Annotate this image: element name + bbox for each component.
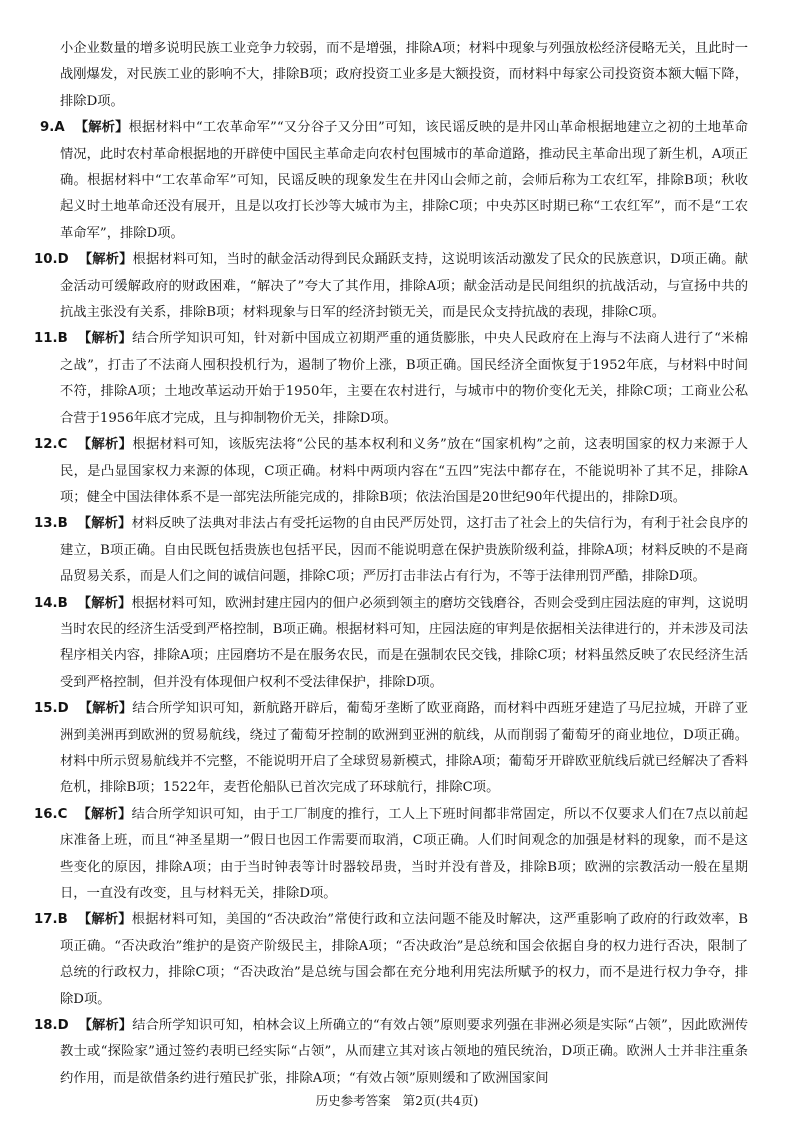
answer-item: [34, 511, 749, 590]
question-number: 10.: [34, 252, 58, 268]
analysis-tag: 【解析】: [77, 437, 133, 453]
analysis-text: 结合所学知识可知，柏林会议上所确立的“有效占领”原则要求列强在非洲必须是实际“占领”，因此欧洲传教士或“探险家”通过签约表明已经实际“占领”，从而建立其对该占领地的殖民统治，D项正确。欧洲人士并非注重条约作用，而是欲借条约进行殖民扩张，排除A项；“有效占领”原则缓和了欧洲国家间: [60, 1018, 748, 1086]
answer-item: [34, 247, 748, 326]
answer-letter: D: [57, 252, 69, 268]
question-number: 15.: [34, 701, 58, 717]
answer-item: [34, 802, 749, 908]
analysis-tag: 【解析】: [78, 701, 133, 717]
question-number: 17.: [34, 912, 58, 928]
analysis-tag: 【解析】: [77, 595, 132, 611]
question-number: 14.: [34, 595, 58, 611]
analysis-text: 根据材料中“工农革命军”“又分谷子又分田”可知，该民谣反映的是井冈山革命根据地建立之初的土地革命情况，此时农村革命根据地的开辟使中国民主革命走向农村包围城市的革命道路，推动民主革命出现了新生机，A项正确。根据材料中“工农革命军”可知，民谣反映的现象发生在井冈山会师之前，会师后称为工农红军，排除B项；秋收起义时土地革命还没有展开，且是以攻打长沙等大城市为主，排除C项；中央苏区时期已称“工农红军”，而不是“工农革命军”，排除D项。: [60, 120, 748, 241]
footer-page-number: 第2页(共4页): [402, 1093, 479, 1108]
question-number: 13.: [34, 516, 58, 532]
answer-letter: B: [57, 331, 68, 347]
answer-letter: B: [57, 595, 68, 611]
question-number: 12.: [34, 437, 58, 453]
analysis-tag: 【解析】: [77, 516, 132, 532]
answer-letter: D: [57, 701, 69, 717]
footer-subject: 历史参考答案: [315, 1093, 391, 1108]
analysis-text: 结合所学知识可知，新航路开辟后，葡萄牙垄断了欧亚商路，而材料中西班牙建造了马尼拉城，开辟了亚洲到美洲再到欧洲的贸易航线，绕过了葡萄牙控制的欧洲到亚洲的航线，从而削弱了葡萄牙的商业地位，D项正确。材料中所示贸易航线并不完整，不能说明开启了全球贸易新模式，排除A项；葡萄牙开辟欧亚航线后就已经解决了香料危机，排除B项；1522年，麦哲伦船队已首次完成了环球航行，排除C项。: [60, 701, 749, 796]
analysis-tag: 【解析】: [74, 120, 129, 136]
analysis-text: 根据材料可知，该版宪法将“公民的基本权利和义务”放在“国家机构”之前，这表明国家的权力来源于人民，是凸显国家权力来源的体现，C项正确。材料中两项内容在“五四”宪法中都存在，不能说明补了其不足，排除A项；健全中国法律体系不是一部宪法所能完成的，排除B项；依法治国是20世纪90年代提出的，排除D项。: [60, 437, 748, 505]
answer-letter: B: [57, 912, 68, 928]
answer-item: [34, 432, 748, 511]
analysis-text: 材料反映了法典对非法占有受托运物的自由民严厉处罚，这打击了社会上的失信行为，有利于社会良序的建立，B项正确。自由民既包括贵族也包括平民，因而不能说明意在保护贵族阶级利益，排除A项；材料反映的不是商品贸易关系，而是人们之间的诚信问题，排除C项；严厉打击非法占有行为，不等于法律刑罚严酷，排除D项。: [60, 516, 749, 585]
analysis-text: 根据材料可知，当时的献金活动得到民众踊跃支持，这说明该活动激发了民众的民族意识，D项正确。献金活动可缓解政府的财政困难，“解决了”夸大了其作用，排除A项；献金活动是民间组织的抗战活动，与宣扬中共的抗战主张没有关系，排除B项；材料现象与日军的经济封锁无关，而是民众支持抗战的表现，排除C项。: [60, 252, 748, 321]
analysis-tag: 【解析】: [77, 912, 132, 928]
answer-letter: C: [57, 806, 68, 822]
analysis-text: 结合所学知识可知，针对新中国成立初期严重的通货膨胀，中央人民政府在上海与不法商人进行了“米棉之战”，打击了不法商人囤积投机行为，遏制了物价上涨，B项正确。国民经济全面恢复于1952年底，与材料中时间不符，排除A项；土地改革运动开始于1950年，主要在农村进行，与城市中的物价变化无关，排除C项；工商业公私合营于1956年底才完成，且与抑制物价无关，排除D项。: [60, 331, 749, 426]
analysis-text: 根据材料可知，欧洲封建庄园内的佃户必须到领主的磨坊交钱磨谷，否则会受到庄园法庭的审判，这说明当时农民的经济生活受到严格控制，B项正确。根据材料可知，庄园法庭的审判是依据相关法律进行的，并未涉及司法程序相关内容，排除A项；庄园磨坊不是在服务农民，而是在强制农民交钱，排除C项；材料虽然反映了农民经济生活受到严格控制，但并没有体现佃户权利不受法律保护，排除D项。: [60, 595, 749, 690]
analysis-text: 根据材料可知，美国的“否决政治”常使行政和立法问题不能及时解决，这严重影响了政府的行政效率，B项正确。“否决政治”维护的是资产阶级民主，排除A项；“否决政治”是总统和国会依据自身的权力进行否决，限制了总统的行政权力，排除C项；“否决政治”是总统与国会都在充分地利用宪法所赋予的权力，而不是进行权力争夺，排除D项。: [60, 912, 748, 1007]
page-footer: [0, 1088, 794, 1114]
analysis-tag: 【解析】: [78, 252, 133, 268]
question-number: 18.: [34, 1018, 58, 1034]
analysis-text: 结合所学知识可知，由于工厂制度的推行，工人上下班时间都非常固定，所以不仅要求人们在7点以前起床准备上班，而且“神圣星期一”假日也因工作需要而取消，C项正确。人们时间观念的加强是材料的现象，而不是这些变化的原因，排除A项；由于当时钟表等计时器较昂贵，当时并没有普及，排除B项；欧洲的宗教活动一般在星期日，一直没有改变，且与材料无关，排除D项。: [60, 806, 749, 901]
answer-list: [34, 115, 749, 1092]
answer-letter: C: [57, 437, 68, 453]
analysis-tag: 【解析】: [77, 331, 133, 347]
answer-item: [34, 907, 748, 1013]
answer-item: [34, 326, 749, 432]
answer-letter: A: [54, 120, 65, 136]
answer-item: [34, 591, 749, 697]
answer-letter: B: [57, 516, 68, 532]
question-number: 11.: [34, 331, 58, 347]
analysis-tag: 【解析】: [78, 1018, 133, 1034]
intro-paragraph: 小企业数量的增多说明民族工业竞争力较弱，而不是增强，排除A项；材料中现象与列强放松经济侵略无关，且此时一战刚爆发，对民族工业的影响不大，排除B项；政府投资工业多是大额投资，而材料中每家公司投资资本额大幅下降，排除D项。: [60, 41, 748, 109]
answer-item: [40, 115, 748, 247]
question-number: 16.: [34, 806, 58, 822]
answer-item: [34, 1013, 748, 1092]
analysis-tag: 【解析】: [77, 806, 132, 822]
question-number: 9.: [40, 120, 55, 136]
answer-item: [34, 696, 749, 802]
answer-letter: D: [57, 1018, 69, 1034]
